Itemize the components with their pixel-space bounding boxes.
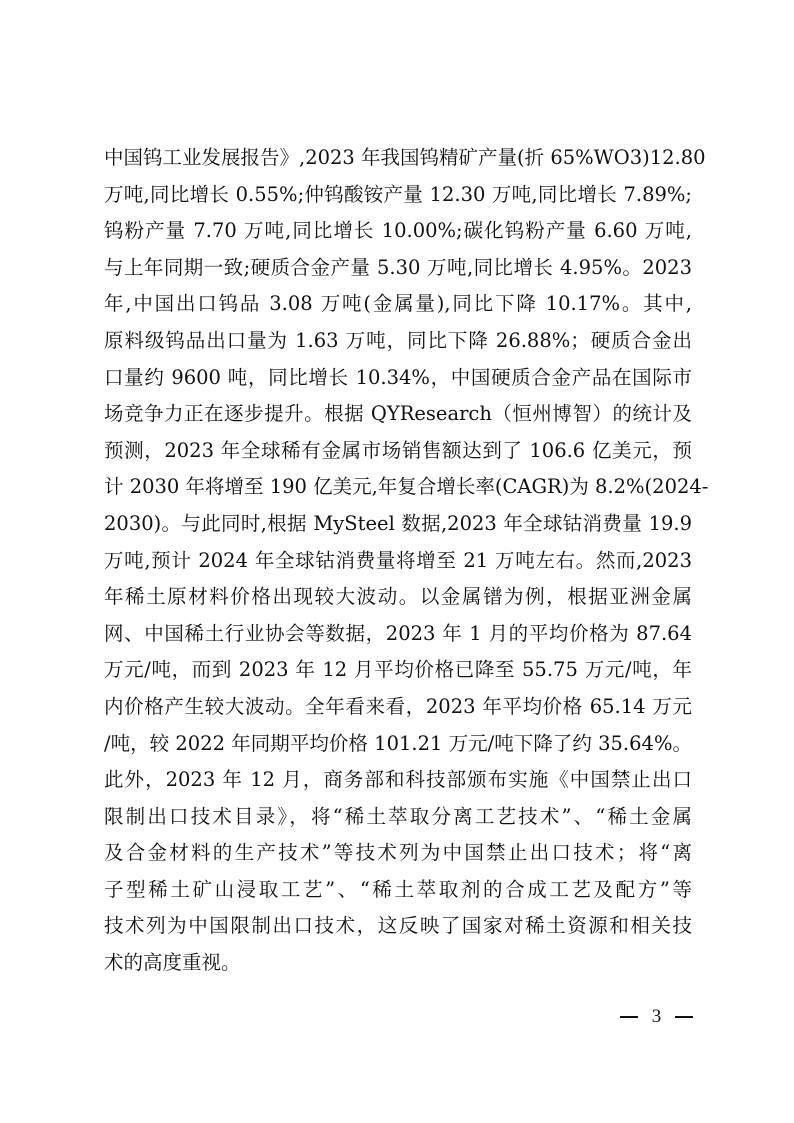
text-line: 内价格产生较大波动。全年看来看，2023 年平均价格 65.14 万元 <box>104 694 692 718</box>
text-line: 万吨,预计 2024 年全球钴消费量将增至 21 万吨左右。然而,2023 <box>104 548 692 572</box>
text-line: 年,中国出口钨品 3.08 万吨(金属量),同比下降 10.17%。其中, <box>104 292 692 316</box>
text-line: 计 2030 年将增至 190 亿美元,年复合增长率(CAGR)为 8.2%(2024- <box>104 475 709 499</box>
dash-left <box>620 1016 638 1018</box>
text-line: 技术列为中国限制出口技术，这反映了国家对稀土资源和相关技 <box>104 914 692 938</box>
page-number-value: 3 <box>651 1006 662 1027</box>
text-line: 万元/吨，而到 2023 年 12 月平均价格已降至 55.75 万元/吨，年 <box>104 658 692 682</box>
text-line: 万吨,同比增长 0.55%;仲钨酸铵产量 12.30 万吨,同比增长 7.89%; <box>104 182 692 206</box>
text-line: 年稀土原材料价格出现较大波动。以金属镨为例，根据亚洲金属 <box>104 585 692 609</box>
text-line: 钨粉产量 7.70 万吨,同比增长 10.00%;碳化钨粉产量 6.60 万吨, <box>104 219 692 243</box>
text-line: 口量约 9600 吨，同比增长 10.34%，中国硬质合金产品在国际市 <box>104 365 692 389</box>
text-line: 与上年同期一致;硬质合金产量 5.30 万吨,同比增长 4.95%。2023 <box>104 255 692 279</box>
text-line: 2030)。与此同时,根据 MySteel 数据,2023 年全球钴消费量 19.9 <box>104 511 692 535</box>
text-line: 中国钨工业发展报告》,2023 年我国钨精矿产量(折 65%WO3)12.80 <box>104 146 706 169</box>
page-number <box>620 1006 693 1028</box>
text-line: 原料级钨品出口量为 1.63 万吨，同比下降 26.88%；硬质合金出 <box>104 328 692 352</box>
text-line: 场竞争力正在逐步提升。根据 QYResearch（恒州博智）的统计及 <box>104 402 692 426</box>
text-line: /吨，较 2022 年同期平均价格 101.21 万元/吨下降了约 35.64%。 <box>104 731 692 755</box>
text-line: 子型稀土矿山浸取工艺”、“稀土萃取剂的合成工艺及配方”等 <box>104 877 692 901</box>
body-paragraph <box>104 140 709 982</box>
text-line: 术的高度重视。 <box>104 951 241 975</box>
text-line: 此外，2023 年 12 月，商务部和科技部颁布实施《中国禁止出口 <box>104 768 692 792</box>
dash-right <box>675 1016 693 1018</box>
text-line: 限制出口技术目录》，将“稀土萃取分离工艺技术”、“稀土金属 <box>104 804 692 828</box>
text-line: 预测，2023 年全球稀有金属市场销售额达到了 106.6 亿美元，预 <box>104 438 692 462</box>
text-line: 及合金材料的生产技术”等技术列为中国禁止出口技术；将“离 <box>104 841 692 865</box>
text-line: 网、中国稀土行业协会等数据，2023 年 1 月的平均价格为 87.64 <box>104 621 692 645</box>
